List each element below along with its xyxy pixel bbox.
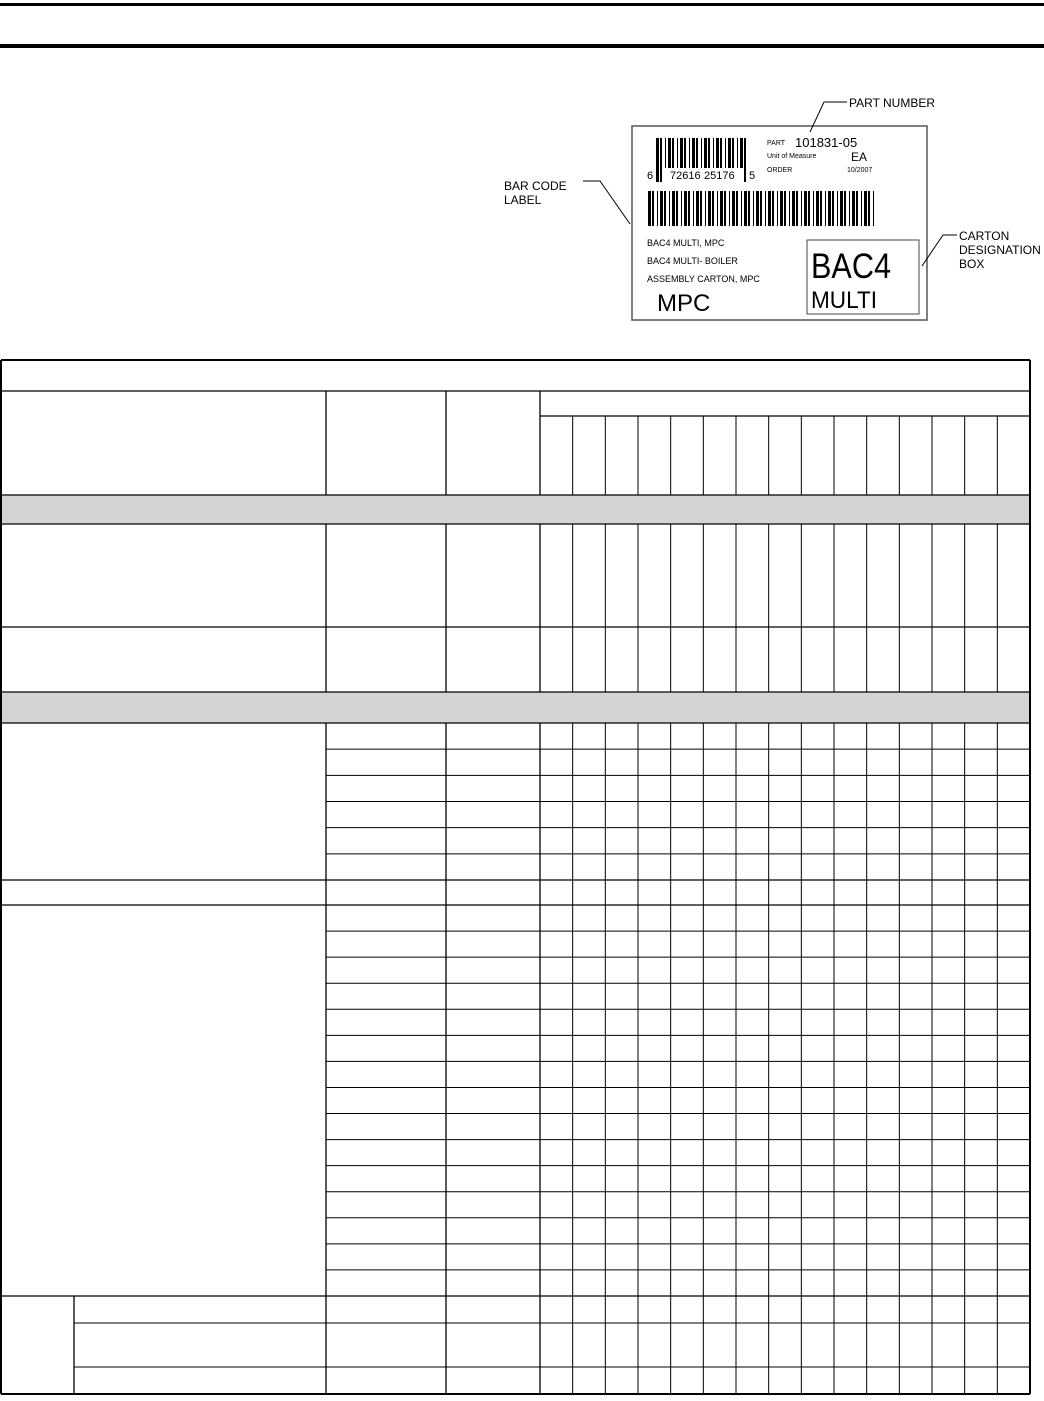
barcode-bar [729,191,730,226]
barcode-bar [728,138,731,168]
barcode-bar [720,138,722,168]
barcode-bar [741,191,742,226]
barcode-bar [672,191,675,226]
barcode-bar [732,191,735,226]
barcode-bar [717,191,718,226]
barcode-bar [772,191,774,226]
barcode-bar [672,138,674,168]
barcode-bar [692,138,695,168]
big-code: MPC [657,290,711,317]
barcode-bar [844,191,846,226]
barcode-bar [700,191,702,226]
barcode-bar [756,191,759,226]
barcode-bar [736,191,738,226]
header-rule [0,44,1044,48]
barcode-bar [744,138,746,182]
barcode-bar [688,191,690,226]
part-number: 101831-05 [795,135,858,150]
barcode-bar [720,191,723,226]
carton-label-figure [480,90,1044,330]
barcode-bar [648,191,651,226]
desc-line-1: BAC4 MULTI, MPC [647,238,725,248]
parts-table [0,359,1044,1401]
box-line-2: MULTI [811,287,877,314]
barcode-bar [713,138,714,168]
barcode-bar [816,191,819,226]
barcode-bar [680,138,683,168]
barcode-bar [804,191,807,226]
barcode-bar [676,191,678,226]
barcode-bar [660,191,663,226]
barcode-bar [689,138,690,168]
parts-table-grid [0,359,1044,1396]
barcode-bar [704,138,707,168]
box-line-1: BAC4 [811,247,891,286]
barcode-digits-right: 25176 [704,170,735,182]
barcode-bar [708,191,711,226]
barcode-digit-check: 5 [749,170,756,182]
barcode-bar [732,138,734,168]
barcode-bar [777,191,778,226]
uom-caption: Unit of Measure [767,153,817,160]
barcode-bar [768,191,771,226]
barcode-bar [753,191,754,226]
barcode-digit-lead: 6 [647,170,654,182]
barcode-bar [656,138,659,182]
barcode-bar [861,191,862,226]
barcode-bar [808,191,810,226]
order-value: 10/2007 [847,167,873,174]
barcode-bar [716,138,719,168]
order-caption: ORDER [767,167,793,174]
barcode-bar [765,191,766,226]
callout-carton-box: CARTON DESIGNATION BOX [959,229,1041,271]
barcode-bar [669,191,670,226]
barcode-bar [696,138,698,168]
barcode-bar [780,191,783,226]
desc-line-2: BAC4 MULTI- BOILER [647,256,738,266]
bar-code-leader [583,181,630,224]
barcode-bar [796,191,798,226]
barcode-bar [840,191,843,226]
barcode-bar [792,191,795,226]
barcode-bar [740,138,743,168]
barcode-bar [832,191,834,226]
barcode-bar [837,191,838,226]
barcode-bar [737,138,738,168]
barcode-bar [701,138,702,168]
desc-line-3: ASSEMBLY CARTON, MPC [647,274,760,284]
barcode-bar [813,191,814,226]
part-caption: PART [767,140,786,147]
barcode-bar [873,191,874,226]
barcode-bar [725,138,726,168]
barcode-bar [724,191,726,226]
barcode-bar [856,191,858,226]
barcode-bar [852,191,855,226]
barcode-bar [665,138,666,168]
uom-value: EA [851,150,868,164]
carton-label-graphic [480,90,1044,330]
code128-barcode [648,191,874,226]
barcode-bar [652,191,654,226]
barcode-bar [789,191,790,226]
barcode-bar [864,191,867,226]
callout-bar-code: BAR CODE LABEL [504,179,567,207]
barcode-bar [677,138,678,168]
barcode-bar [708,138,710,168]
barcode-bar [693,191,694,226]
section-band-1 [1,495,1030,524]
barcode-bar [744,191,747,226]
barcode-bar [868,191,870,226]
barcode-bar [696,191,699,226]
barcode-bar [784,191,786,226]
barcode-bar [748,191,750,226]
barcode-bar [684,138,686,168]
barcode-bar [668,138,671,168]
barcode-bar [801,191,802,226]
barcode-bar [664,191,666,226]
barcode-bar [684,191,687,226]
top-rule [0,3,1044,6]
barcode-bar [849,191,850,226]
barcode-bar [660,138,662,182]
barcode-bar [657,191,658,226]
barcode-bar [820,191,822,226]
barcode-bar [712,191,714,226]
barcode-digits-left: 72616 [670,170,701,182]
callout-part-number: PART NUMBER [849,96,936,110]
barcode-bar [825,191,826,226]
barcode-bar [681,191,682,226]
barcode-bar [828,191,831,226]
section-band-2 [1,692,1030,723]
barcode-bar [760,191,762,226]
barcode-bar [705,191,706,226]
